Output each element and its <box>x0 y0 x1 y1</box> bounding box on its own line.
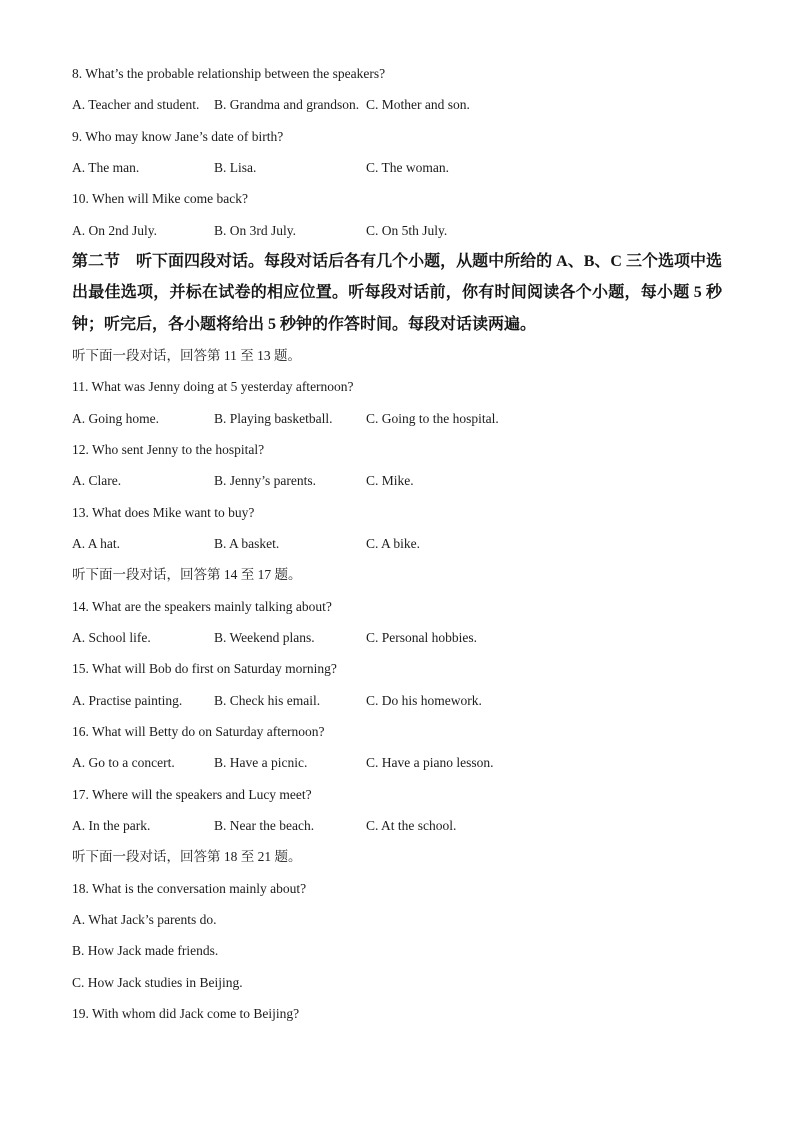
question-9-option-c: C. The woman. <box>366 159 449 175</box>
question-14-option-c: C. Personal hobbies. <box>366 629 477 645</box>
dialog-note-11-13: 听下面一段对话，回答第 11 至 13 题。 <box>72 347 301 363</box>
question-18-text: 18. What is the conversation mainly about? <box>72 880 307 896</box>
question-8-text: 8. What’s the probable relationship between the speakers? <box>72 66 386 81</box>
question-13-option-c: C. A bike. <box>366 535 421 551</box>
question-15-options <box>72 685 722 716</box>
question-16-option-a: A. Go to a concert. <box>72 755 175 771</box>
question-12-options <box>72 465 722 496</box>
question-9-option-b: B. Lisa. <box>214 159 257 175</box>
section-2-instructions: 第二节 听下面四段对话。每段对话后各有几个小题，从题中所给的 A、B、C 三个选项中选出最佳选项，并标在试卷的相应位置。听每段对话前，你有时间阅读各个小题，每小题 5 秒钟；听完后，各小题将给出 5 秒钟的作答时间。每段对话读两遍。 <box>72 252 722 333</box>
dialog-note-14-17: 听下面一段对话，回答第 14 至 17 题。 <box>72 567 302 583</box>
question-14-text: 14. What are the speakers mainly talking about? <box>72 598 332 614</box>
question-18-option-c: C. How Jack studies in Beijing. <box>72 974 243 990</box>
question-17-option-a: A. In the park. <box>72 817 151 833</box>
dialog-note-18-21: 听下面一段对话，回答第 18 至 21 题。 <box>72 849 302 865</box>
question-14-option-a: A. School life. <box>72 629 151 645</box>
question-19-text: 19. With whom did Jack come to Beijing? <box>72 1005 300 1021</box>
question-10-text: 10. When will Mike come back? <box>72 191 248 207</box>
question-10-option-b: B. On 3rd July. <box>214 222 297 238</box>
question-9-text: 9. Who may know Jane’s date of birth? <box>72 128 284 144</box>
question-12-text: 12. Who sent Jenny to the hospital? <box>72 441 265 457</box>
question-18-option-b: B. How Jack made friends. <box>72 943 219 959</box>
question-8-option-b: B. Grandma and grandson. <box>214 97 360 113</box>
question-14-option-b: B. Weekend plans. <box>214 629 315 645</box>
question-11-option-c: C. Going to the hospital. <box>366 410 499 426</box>
question-11-options <box>72 403 722 434</box>
question-12-option-b: B. Jenny’s parents. <box>214 473 316 489</box>
question-13-options <box>72 528 722 559</box>
question-10-option-c: C. On 5th July. <box>366 222 448 238</box>
question-13-option-b: B. A basket. <box>214 535 280 551</box>
question-16-option-c: C. Have a piano lesson. <box>366 755 494 771</box>
question-9-option-a: A. The man. <box>72 159 140 175</box>
question-14-options <box>72 622 722 653</box>
question-16-option-b: B. Have a picnic. <box>214 755 308 771</box>
question-8-option-c: C. Mother and son. <box>366 97 470 113</box>
question-12-option-c: C. Mike. <box>366 473 414 489</box>
question-15-option-c: C. Do his homework. <box>366 692 482 708</box>
question-13-text: 13. What does Mike want to buy? <box>72 504 255 520</box>
question-15-text: 15. What will Bob do first on Saturday morning? <box>72 661 337 677</box>
question-9-options <box>72 152 722 183</box>
question-8-option-a: A. Teacher and student. <box>72 97 200 113</box>
question-17-text: 17. Where will the speakers and Lucy meet? <box>72 786 312 802</box>
question-11-text: 11. What was Jenny doing at 5 yesterday afternoon? <box>72 379 354 395</box>
question-17-option-b: B. Near the beach. <box>214 817 315 833</box>
question-10-options <box>72 215 722 246</box>
question-11-option-a: A. Going home. <box>72 410 159 426</box>
question-17-option-c: C. At the school. <box>366 817 457 833</box>
question-12-option-a: A. Clare. <box>72 473 122 489</box>
question-15-option-a: A. Practise painting. <box>72 692 183 708</box>
question-13-option-a: A. A hat. <box>72 535 121 551</box>
question-11-option-b: B. Playing basketball. <box>214 410 333 426</box>
question-10-option-a: A. On 2nd July. <box>72 222 158 238</box>
question-16-text: 16. What will Betty do on Saturday afternoon? <box>72 723 325 739</box>
question-17-options <box>72 810 722 841</box>
question-8-options <box>72 89 722 120</box>
question-15-option-b: B. Check his email. <box>214 692 321 708</box>
question-16-options <box>72 747 722 778</box>
question-18-option-a: A. What Jack’s parents do. <box>72 911 217 927</box>
